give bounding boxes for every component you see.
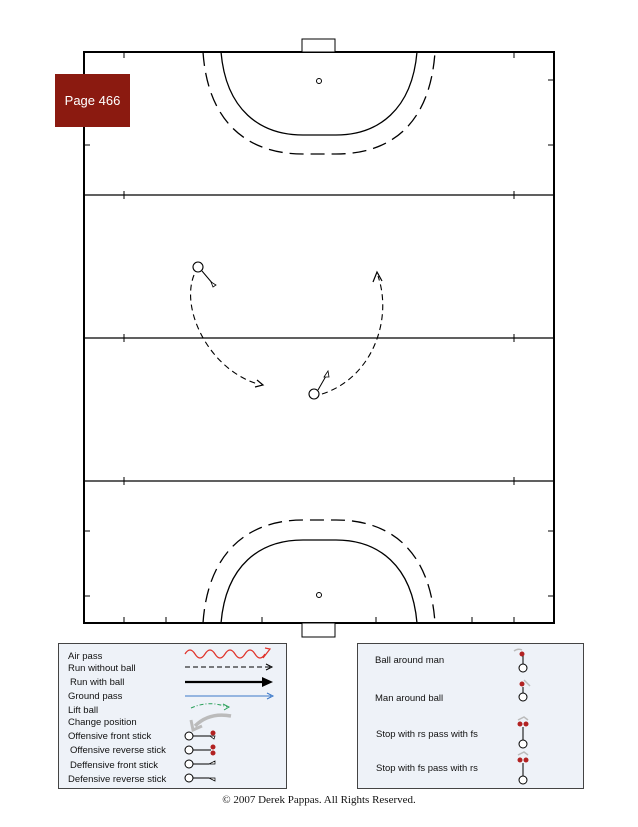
player-2	[309, 371, 329, 399]
legend-label-lift-ball: Lift ball	[68, 705, 99, 716]
top-penalty-spot	[317, 79, 322, 84]
run-path-1-arrow	[255, 380, 263, 387]
bottom-goal	[302, 623, 335, 637]
legend-label-stop-fs-pass-rs: Stop with fs pass with rs	[376, 763, 478, 774]
defensive-reverse-stick-symbol	[185, 774, 215, 782]
legend-left-symbols	[59, 644, 286, 788]
legend-right	[357, 643, 584, 789]
legend-label-change-position: Change position	[68, 717, 137, 728]
page-badge: Page 466	[55, 74, 130, 127]
man-around-ball-symbol	[519, 680, 530, 701]
legend-label-air-pass: Air pass	[68, 651, 103, 662]
run-path-1	[191, 275, 258, 384]
run-path-2	[322, 276, 383, 394]
legend-label-defensive-reverse-stick: Defensive reverse stick	[68, 774, 167, 785]
legend-label-ball-around-man: Ball around man	[375, 655, 445, 666]
legend-label-run-without-ball: Run without ball	[68, 663, 136, 674]
bottom-penalty-spot	[317, 593, 322, 598]
legend-label-offensive-front-stick: Offensive front stick	[68, 731, 152, 742]
run-path-2-arrow	[373, 272, 382, 282]
legend-right-symbols	[358, 644, 583, 788]
legend-label-stop-rs-pass-fs: Stop with rs pass with fs	[376, 729, 478, 740]
legend-label-man-around-ball: Man around ball	[375, 693, 444, 704]
deffensive-front-stick-symbol	[185, 760, 215, 768]
player-1	[193, 262, 216, 287]
legend-label-run-with-ball: Run with ball	[70, 677, 125, 688]
air-pass-symbol	[185, 650, 265, 658]
top-goal	[302, 39, 335, 52]
bottom-shooting-circle	[221, 540, 417, 623]
offensive-reverse-stick-symbol	[185, 745, 216, 756]
legend-left	[58, 643, 287, 789]
ball-around-man-symbol	[514, 649, 527, 672]
change-position-symbol	[195, 715, 231, 726]
stop-rs-pass-fs-symbol	[518, 717, 529, 748]
top-shooting-circle	[221, 52, 417, 135]
copyright-notice: © 2007 Derek Pappas. All Rights Reserved.	[222, 794, 416, 806]
legend-label-offensive-reverse-stick: Offensive reverse stick	[70, 745, 166, 756]
offensive-front-stick-symbol	[185, 731, 216, 741]
lift-ball-symbol	[191, 704, 227, 708]
legend-label-ground-pass: Ground pass	[68, 691, 123, 702]
stop-fs-pass-rs-symbol	[518, 752, 529, 784]
legend-label-deffensive-front-stick: Deffensive front stick	[70, 760, 159, 771]
